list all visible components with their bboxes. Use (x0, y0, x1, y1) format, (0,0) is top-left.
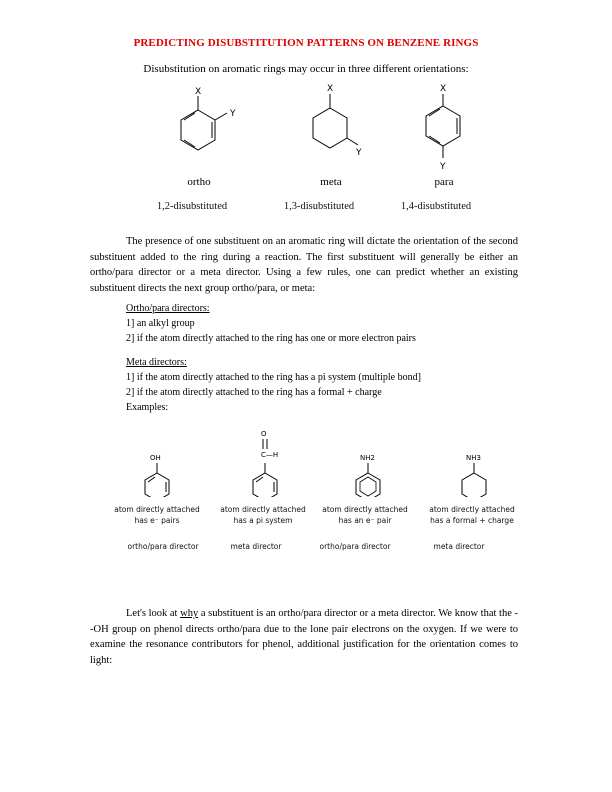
ortho-para-list (126, 301, 416, 346)
meta-rule-1: 1] if the atom directly attached to the ring has a pi system (multiple bond] (126, 372, 421, 383)
ex2-director: meta director (230, 542, 282, 551)
ortho-sub-label: 1,2-disubstituted (156, 201, 228, 212)
meta-list (126, 355, 421, 415)
ex3-caption: atom directly attached has an e⁻ pair (322, 505, 408, 525)
ortho-x-label: X (195, 87, 202, 97)
meta-x-label: X (327, 84, 334, 94)
ex2-formula: C—H (261, 451, 279, 459)
ortho-y-label: Y (230, 109, 236, 119)
meta-label: meta (320, 176, 342, 188)
para-label: para (434, 176, 454, 188)
ex1-formula: OH (150, 454, 161, 462)
para-y-label: Y (440, 162, 446, 172)
ex1-caption: atom directly attached has e⁻ pairs (114, 505, 200, 525)
para-x-label: X (440, 84, 447, 94)
ortho-para-heading: Ortho/para directors: (126, 303, 210, 314)
benzaldehyde-ring (253, 473, 277, 497)
ex4-caption: atom directly attached has a formal + charge (429, 505, 515, 525)
ortho-para-rule-1: 1] an alkyl group (126, 318, 195, 329)
ex3-director: ortho/para director (319, 542, 391, 551)
example-structures (110, 425, 530, 497)
anilinium-ring (462, 473, 486, 497)
ex1-director: ortho/para director (127, 542, 199, 551)
para-sub-label: 1,4-disubstituted (400, 201, 472, 212)
isomer-structures (150, 78, 480, 183)
ex4-formula: NH3 (466, 454, 481, 462)
ortho-para-rule-2: 2] if the atom directly attached to the ring has one or more electron pairs (126, 333, 416, 344)
intro-text: Disubstitution on aromatic rings may occur in three different orientations: (143, 63, 469, 75)
why-emphasis: why (180, 608, 199, 619)
ex3-formula: NH2 (360, 454, 375, 462)
meta-y-label: Y (356, 148, 362, 158)
examples-label: Examples: (126, 402, 169, 413)
ortho-ring (181, 110, 215, 150)
phenol-ring (145, 473, 169, 497)
meta-rule-2: 2] if the atom directly attached to the ring has a formal + charge (126, 387, 382, 398)
ortho-label: ortho (187, 176, 211, 188)
ex4-director: meta director (433, 542, 485, 551)
ex2-caption: atom directly attached has a pi system (220, 505, 306, 525)
page-title: PREDICTING DISUBSTITUTION PATTERNS ON BENZENE RINGS (133, 37, 479, 49)
paragraph-1: The presence of one substituent on an aromatic ring will dictate the orientation of the second substituent added to the ring during a reaction. The first substituent will generally be either an ortho/para director or a meta director. Using a few rules, one can predict whether an existing substituent directs the next group ortho/para, or meta: (90, 236, 518, 294)
meta-ring (313, 108, 347, 148)
ex2-top: O (261, 430, 267, 438)
meta-heading: Meta directors: (126, 357, 187, 368)
meta-sub-label: 1,3-disubstituted (283, 201, 355, 212)
para-ring (426, 106, 460, 146)
paragraph-2: Let's look at why a substituent is an ortho/para director or a meta director. We know that the --OH group on phenol directs ortho/para due to the lone pair electrons on the oxygen. If we were to examine the resonance contributors for phenol, additional justification for the orientation comes to light: (90, 608, 518, 666)
